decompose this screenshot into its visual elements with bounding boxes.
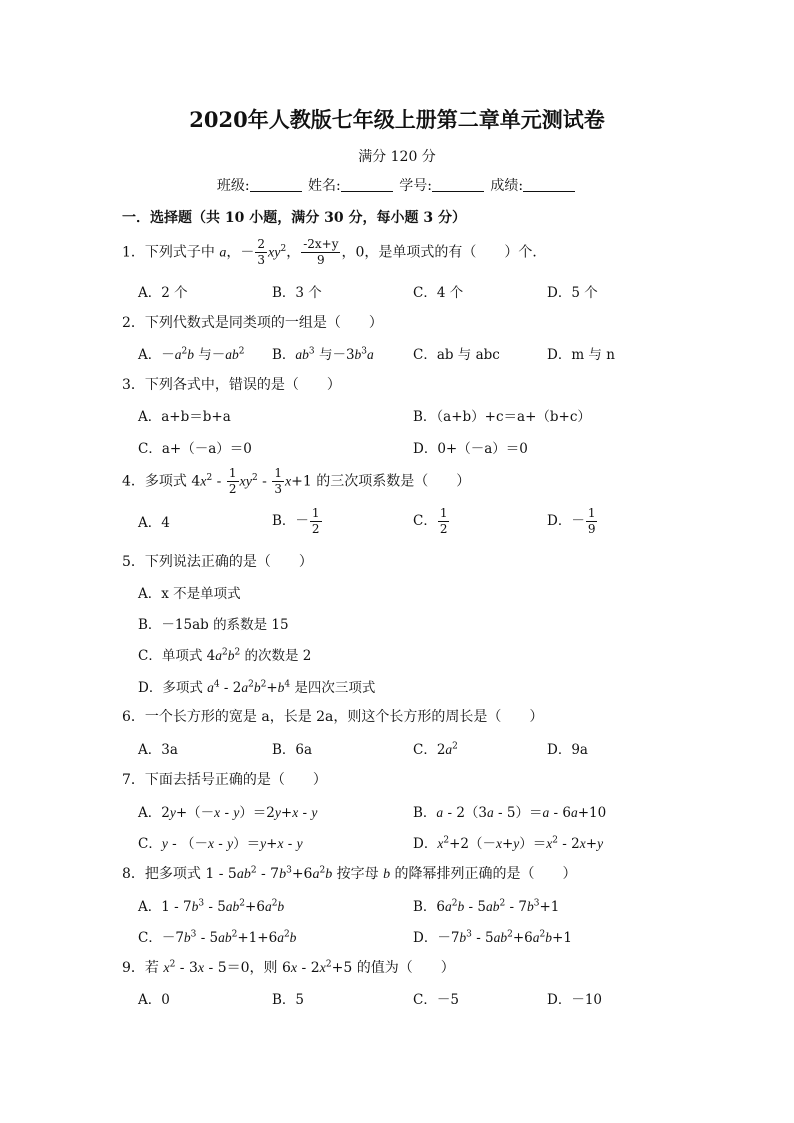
q4-option-c: C． $\frac{1}{2}$ xyxy=(413,506,448,536)
q2-option-b: B．$ab^3$ 与$-3b^3a$ xyxy=(272,346,374,363)
fraction: $\frac{1}{2}$ xyxy=(228,466,237,496)
q9-option-d: D．－10 xyxy=(547,992,603,1008)
q8-option-b: B．$6a^2b - 5ab^2 - 7b^3+1$ xyxy=(413,898,560,915)
q1-option-b: B．3 个 xyxy=(272,285,322,301)
q6-option-c: C．$2a^2$ xyxy=(413,741,458,758)
q1-option-c: C．4 个 xyxy=(413,285,464,301)
name-label: 姓名: xyxy=(308,178,341,194)
q3-option-b: B．（a+b）+c＝a+（b+c） xyxy=(413,409,591,425)
q4-option-a: A．4 xyxy=(138,515,170,531)
q1-option-d: D．5 个 xyxy=(547,285,598,301)
class-blank xyxy=(250,177,302,192)
number-blank xyxy=(432,177,484,192)
q8-option-a: A．$1 - 7b^3 - 5ab^2+6a^2b$ xyxy=(138,898,285,915)
q5-option-a: A．x 不是单项式 xyxy=(138,586,241,602)
section-heading: 一．选择题（共 10 小题，满分 30 分，每小题 3 分） xyxy=(122,210,466,226)
q4-option-d: D．－ $\frac{1}{9}$ xyxy=(547,506,596,536)
q9-option-a: A．0 xyxy=(138,992,170,1008)
question-3-stem: 3．下列各式中，错误的是（ ） xyxy=(122,377,341,393)
q6-option-a: A．3a xyxy=(138,742,178,758)
q5-option-b: B．－15ab 的系数是 15 xyxy=(138,617,289,633)
fraction: $\frac{1}{3}$ xyxy=(274,466,282,496)
q6-option-b: B．6a xyxy=(272,742,313,758)
score-label: 成绩: xyxy=(490,178,524,194)
q7-option-a: A．2y+（－x - y）＝2y+x - y xyxy=(138,805,318,821)
q3-option-a: A．a+b＝b+a xyxy=(138,409,231,425)
q2-option-a: A．$-a^2b$ 与$-ab^2$ xyxy=(138,346,245,363)
q5-option-c: C．单项式 $4a^2b^2$ 的次数是 2 xyxy=(138,647,312,664)
fraction: $\frac{2}{3}$ xyxy=(257,237,266,267)
q7-option-d: D．$x^2+2(-x+y)=x^2 - 2x+y$ xyxy=(413,835,604,852)
q6-option-d: D．9a xyxy=(547,742,588,758)
q5-option-d: D．多项式 $a^4 - 2a^2b^2+b^4$ 是四次三项式 xyxy=(138,679,376,696)
q4-option-b: B．－ $\frac{1}{2}$ xyxy=(272,506,320,536)
question-5-stem: 5．下列说法正确的是（ ） xyxy=(122,554,313,570)
q3-option-d: D．0+（－a）＝0 xyxy=(413,441,528,457)
q8-option-d: D．$-7b^3 - 5ab^2+6a^2b+1$ xyxy=(413,929,572,946)
q8-option-c: C．$-7b^3 - 5ab^2+1+6a^2b$ xyxy=(138,929,297,946)
fraction: $\frac{-2x+y}{9}$ xyxy=(303,237,339,267)
q2-option-d: D．m 与 n xyxy=(547,347,615,363)
question-9-stem: 9．若 $x^2 - 3x - 5=0$，则 $6x - 2x^2+5$ 的值为（ ） xyxy=(122,959,455,976)
q2-option-c: C．ab 与 abc xyxy=(413,347,500,363)
question-7-stem: 7．下面去括号正确的是（ ） xyxy=(122,772,327,788)
full-score: 满分 120 分 xyxy=(358,149,436,165)
q9-option-b: B．5 xyxy=(272,992,305,1008)
question-6-stem: 6．一个长方形的宽是 a，长是 2a，则这个长方形的周长是（ ） xyxy=(122,709,544,725)
student-info-row xyxy=(0,175,794,195)
class-label: 班级: xyxy=(216,178,250,194)
question-4-stem: 4．多项式 $4x^2$ - $\frac{1}{2}$ $xy^2$ - $\frac{1}{3}$ x+1 的三次项系数是（ ） xyxy=(122,466,471,496)
number-label: 学号: xyxy=(399,178,432,194)
page-title: 2020年人教版七年级上册第二章单元测试卷 xyxy=(189,107,605,132)
question-2-stem: 2．下列代数式是同类项的一组是（ ） xyxy=(122,315,383,331)
q7-option-b: B．a - 2（3a - 5）＝a - 6a+10 xyxy=(413,805,607,821)
q7-option-c: C．y - （－x - y）＝y+x - y xyxy=(138,836,303,852)
q3-option-c: C．a+（－a）＝0 xyxy=(138,441,252,457)
question-1-stem: 1．下列式子中 a，－ $\frac{2}{3}$ $xy^2$， $\frac{-2x+y}{9}$ ，0，是单项式的有（ ）个． xyxy=(122,237,547,267)
q9-option-c: C．－5 xyxy=(413,992,459,1008)
q1-option-a: A．2 个 xyxy=(138,285,188,301)
question-8-stem: 8．把多项式 $1 - 5ab^2 - 7b^3+6a^2b$ 按字母 b 的降幂排列正确的是（ ） xyxy=(122,865,577,882)
name-blank xyxy=(341,177,393,192)
score-blank xyxy=(523,177,575,192)
